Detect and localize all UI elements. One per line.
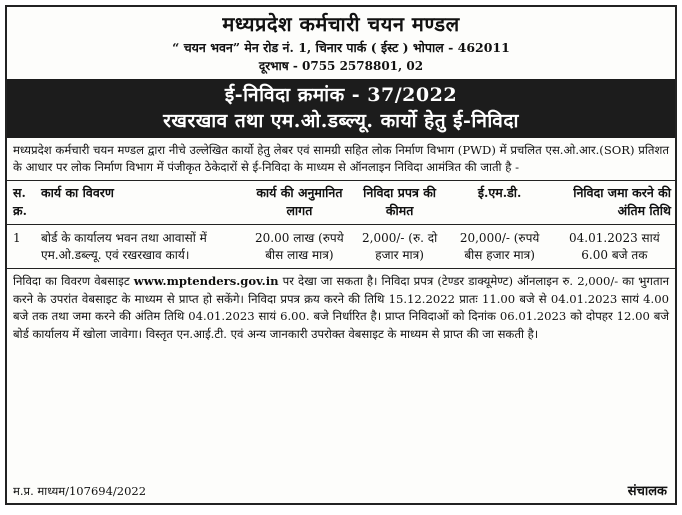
- header-cost: कार्य की अनुमानित लागत: [245, 181, 354, 225]
- header-date: निविदा जमा करने की अंतिम तिथि: [554, 181, 675, 225]
- header-price: निविदा प्रपत्र की कीमत: [354, 181, 446, 225]
- cell-sn: 1: [7, 225, 37, 269]
- cell-date: 04.01.2023 सायं 6.00 बजे तक: [554, 225, 675, 269]
- cell-price: 2,000/- (रु. दो हजार मात्र): [354, 225, 446, 269]
- table-row: [7, 225, 675, 269]
- tender-banner: [7, 79, 675, 138]
- org-phone: दूरभाष - 0755 2578801, 02: [258, 59, 424, 73]
- notice-header: [7, 7, 675, 75]
- tender-notice: [5, 5, 677, 505]
- cell-emd: 20,000/- (रुपये बीस हजार मात्र): [445, 225, 553, 269]
- header-emd: ई.एम.डी.: [445, 181, 553, 225]
- intro-paragraph: मध्यप्रदेश कर्मचारी चयन मण्डल द्वारा नीचे उल्लेखित कार्यो हेतु लेबर एवं सामग्री सहित लोक निर्माण विभाग (PWD) में प्रचलित एस.ओ.आर.(SOR) प्रतिशत के आधार पर लोक निर्माण विभाग में पंजीकृत ठेकेदारों से ई-निविदा के माध्यम से ऑनलाइन निविदा आमंत्रित की जाती है -: [13, 143, 669, 174]
- notice-footer: [13, 481, 667, 499]
- cell-work: बोर्ड के कार्यालय भवन तथा आवासों में एम.ओ.डब्ल्यू. एवं रखरखाव कार्य।: [37, 225, 245, 269]
- tender-table: [7, 180, 675, 269]
- org-name: मध्यप्रदेश कर्मचारी चयन मण्डल: [222, 12, 460, 36]
- org-address: “ चयन भवन” मेन रोड नं. 1, चिनार पार्क ( ईस्ट ) भोपाल - 462011: [172, 40, 510, 55]
- header-sn: स. क्र.: [7, 181, 37, 225]
- tender-subject: रखरखाव तथा एम.ओ.डब्ल्यू. कार्यो हेतु ई-निविदा: [163, 110, 519, 132]
- signatory: संचालक: [627, 484, 667, 499]
- cell-cost: 20.00 लाख (रुपये बीस लाख मात्र): [245, 225, 354, 269]
- details-part2: पर देखा जा सकता है। निविदा प्रपत्र (टेण्डर डाक्यूमेण्ट) ऑनलाइन रु. 2,000/- का भुगतान करने के उपरांत वेबसाइट के माध्यम से प्राप्त हो सकेंगे। निविदा प्रपत्र क्रय करने की तिथि 15.12.2022 प्रातः 11.00 बजे से 04.01.2023 सायं 4.00 बजे तक तथा जमा करने की अंतिम तिथि 04.01.2023 सायं 6.00. बजे निर्धारित है। प्राप्त निविदाओं को दिनांक 06.01.2023 को दोपहर 12.00 बजे बोर्ड कार्यालय में खोला जावेगा। विस्तृत एन.आई.टी. एवं अन्य जानकारी उपरोक्त वेबसाइट के माध्यम से प्राप्त की जा सकती है।: [13, 274, 670, 341]
- reference-number: म.प्र. माध्यम/107694/2022: [13, 484, 147, 498]
- tender-number: ई-निविदा क्रमांक - 37/2022: [224, 84, 458, 106]
- details-paragraph: [7, 269, 675, 343]
- table-header-row: [7, 181, 675, 225]
- details-part1: निविदा का विवरण वेबसाइट: [13, 274, 130, 288]
- header-work: कार्य का विवरण: [37, 181, 245, 225]
- website-link[interactable]: www.mptenders.gov.in: [133, 274, 279, 288]
